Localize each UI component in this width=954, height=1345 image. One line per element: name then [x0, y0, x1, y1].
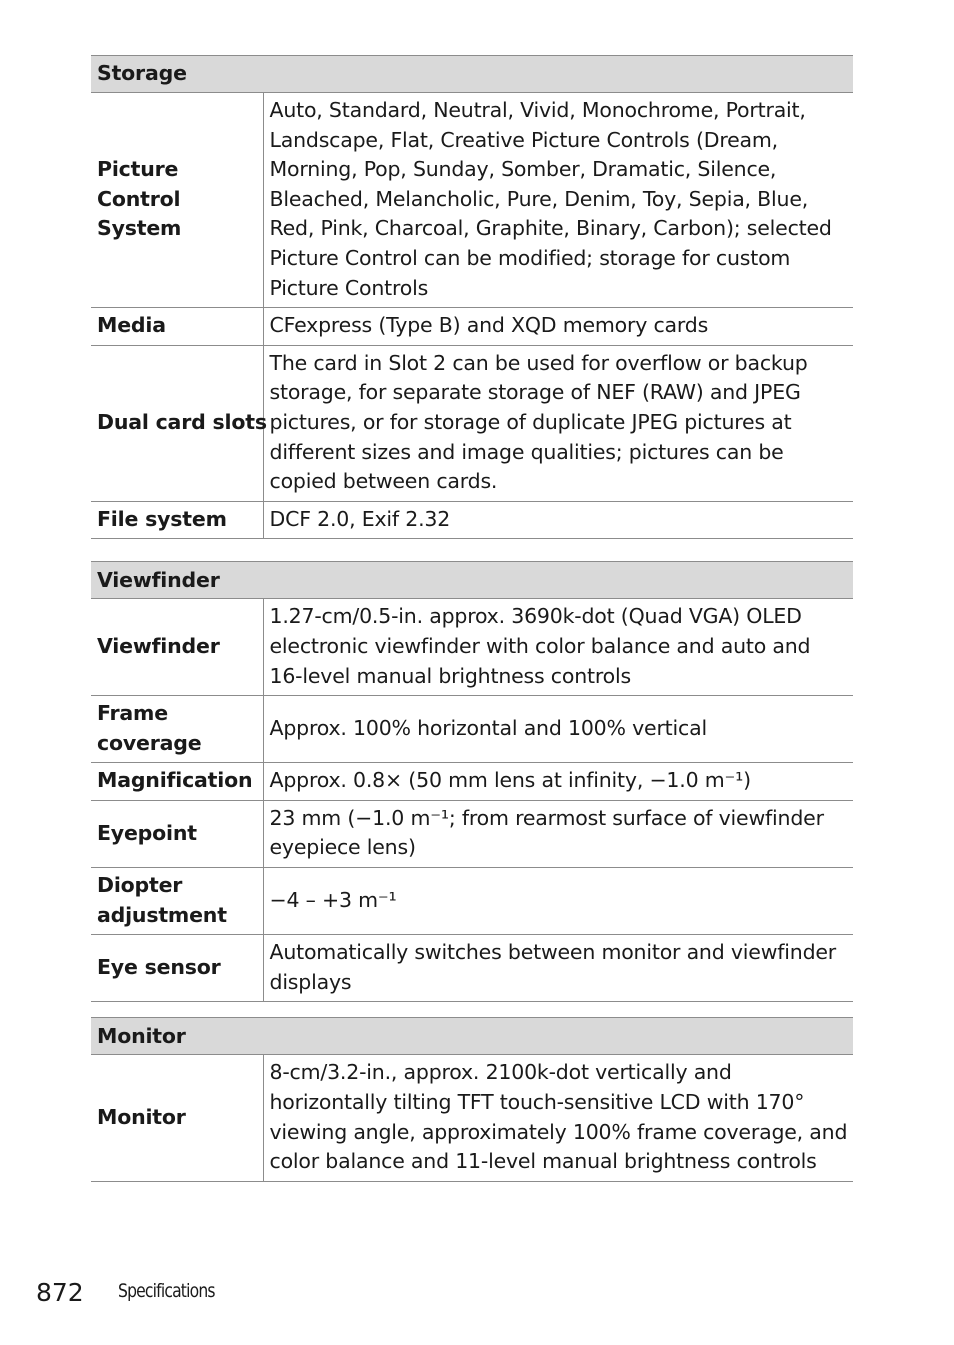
section-title: Monitor [91, 1018, 853, 1055]
section-header-viewfinder [91, 562, 853, 599]
page-number: 872 [36, 1278, 84, 1307]
spec-row-monitor [91, 1055, 853, 1181]
section-title: Viewfinder [91, 562, 853, 599]
spec-row-dual-card-slots [91, 345, 853, 501]
spec-value: Approx. 100% horizontal and 100% vertical [263, 696, 853, 763]
section-header-storage [91, 56, 853, 93]
spec-value: Auto, Standard, Neutral, Vivid, Monochrome, Portrait, Landscape, Flat, Creative Picture Controls (Dream, Morning, Pop, Sunday, Somber, Dramatic, Silence, Bleached, Melancholic, Pure, Denim, Toy, Sepia, Blue, Red, Pink, Charcoal, Graphite, Binary, Carbon); selected Picture Control can be modified; storage for custom Picture Controls [263, 93, 853, 308]
spec-value: 1.27-cm/0.5-in. approx. 3690k-dot (Quad VGA) OLED electronic viewfinder with color balance and auto and 16-level manual brightness controls [263, 599, 853, 696]
spec-value: Automatically switches between monitor and viewfinder displays [263, 935, 853, 1002]
spec-row-picture-control [91, 93, 853, 308]
spec-table [91, 55, 853, 1182]
spec-label: Diopter adjustment [91, 868, 263, 935]
spec-row-eye-sensor [91, 935, 853, 1002]
spec-content [91, 55, 853, 1182]
spec-label: Picture Control System [91, 93, 263, 308]
spec-label: Eyepoint [91, 800, 263, 867]
spec-row-diopter [91, 868, 853, 935]
section-header-monitor [91, 1018, 853, 1055]
spec-label: Eye sensor [91, 935, 263, 1002]
spec-row-magnification [91, 763, 853, 801]
footer-section-label: Specifications [118, 1280, 215, 1302]
section-title: Storage [91, 56, 853, 93]
spec-row-frame-coverage [91, 696, 853, 763]
spec-value: Approx. 0.8× (50 mm lens at infinity, −1.0 m⁻¹) [263, 763, 853, 801]
spec-label: File system [91, 501, 263, 539]
spec-label: Dual card slots [91, 345, 263, 501]
spec-row-eyepoint [91, 800, 853, 867]
spec-row-viewfinder [91, 599, 853, 696]
spec-label: Viewfinder [91, 599, 263, 696]
spec-label: Magnification [91, 763, 263, 801]
spec-label: Monitor [91, 1055, 263, 1181]
section-gap [91, 539, 853, 562]
spec-value: The card in Slot 2 can be used for overflow or backup storage, for separate storage of NEF (RAW) and JPEG pictures, or for storage of duplicate JPEG pictures at different sizes and image qualities; pictures can be copied between cards. [263, 345, 853, 501]
spec-label: Frame coverage [91, 696, 263, 763]
spec-row-media [91, 308, 853, 346]
section-gap [91, 1002, 853, 1018]
spec-value: 23 mm (−1.0 m⁻¹; from rearmost surface of viewfinder eyepiece lens) [263, 800, 853, 867]
spec-value: 8-cm/3.2-in., approx. 2100k-dot vertically and horizontally tilting TFT touch-sensitive LCD with 170° viewing angle, approximately 100% frame coverage, and color balance and 11-level manual brightness controls [263, 1055, 853, 1181]
spec-row-file-system [91, 501, 853, 539]
spec-value: −4 – +3 m⁻¹ [263, 868, 853, 935]
spec-value: DCF 2.0, Exif 2.32 [263, 501, 853, 539]
spec-label: Media [91, 308, 263, 346]
spec-value: CFexpress (Type B) and XQD memory cards [263, 308, 853, 346]
